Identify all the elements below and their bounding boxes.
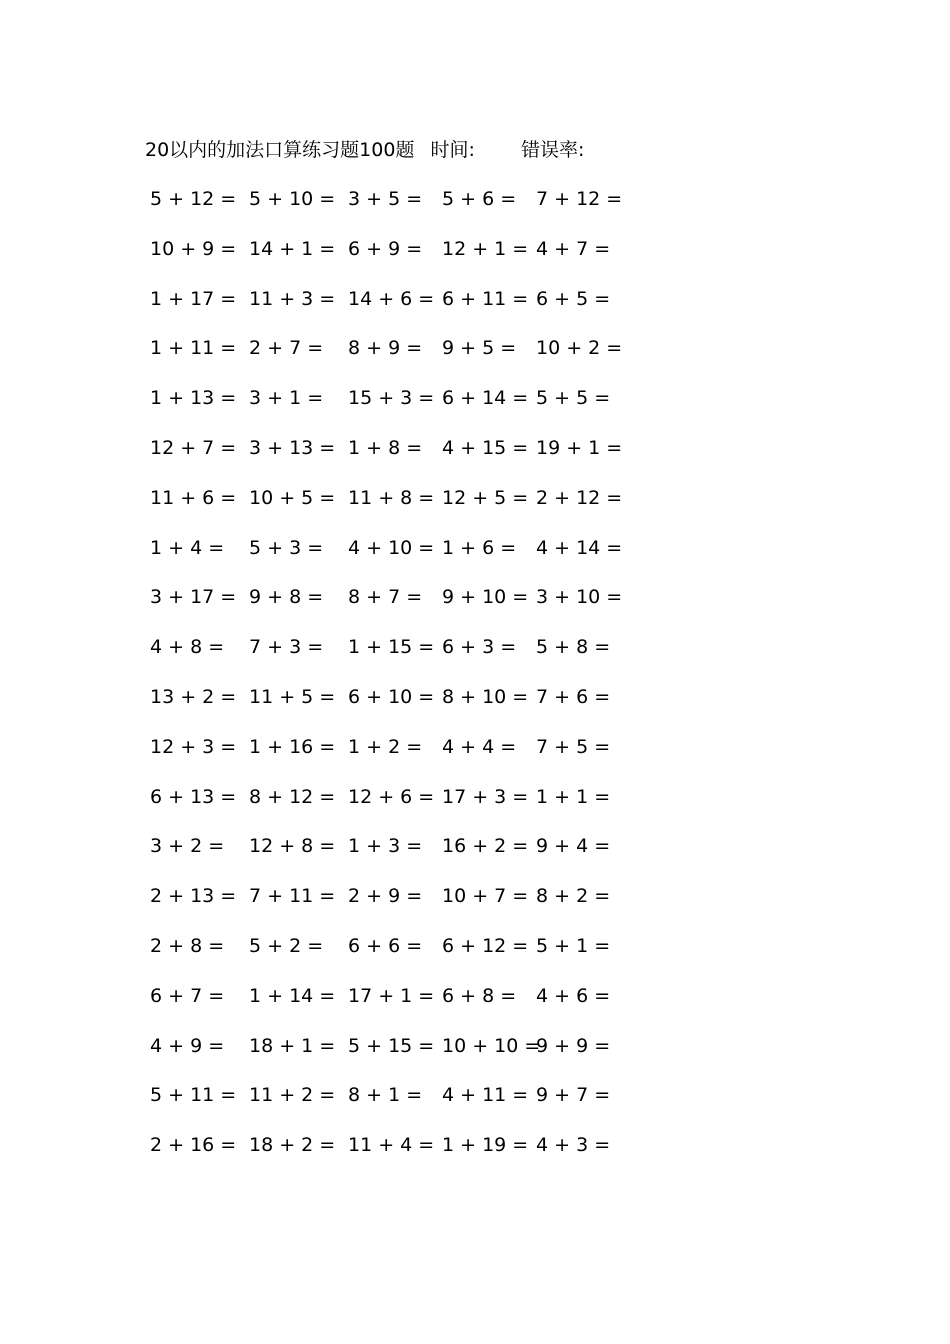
problem-item: 17 + 3 = xyxy=(442,785,529,808)
problem-row xyxy=(150,982,630,1032)
problem-item: 3 + 5 = xyxy=(348,188,423,210)
problem-item: 6 + 10 = xyxy=(348,685,435,708)
problem-item: 6 + 12 = xyxy=(442,934,529,957)
problem-item: 3 + 2 = xyxy=(150,835,225,858)
problem-item: 1 + 16 = xyxy=(249,735,336,758)
problem-item: 1 + 3 = xyxy=(348,835,423,858)
problem-item: 7 + 12 = xyxy=(536,188,623,210)
problem-item: 11 + 6 = xyxy=(150,486,237,509)
problem-item: 7 + 5 = xyxy=(536,735,611,758)
problem-row xyxy=(150,285,630,335)
problem-item: 10 + 5 = xyxy=(249,486,336,509)
problem-item: 4 + 7 = xyxy=(536,237,611,260)
problem-item: 1 + 13 = xyxy=(150,387,237,410)
problem-item: 6 + 5 = xyxy=(536,287,611,310)
problem-item: 1 + 1 = xyxy=(536,785,611,808)
problem-item: 10 + 7 = xyxy=(442,885,529,908)
problem-item: 2 + 13 = xyxy=(150,885,237,908)
problem-item: 4 + 8 = xyxy=(150,636,225,659)
problem-item: 4 + 3 = xyxy=(536,1134,611,1157)
problem-item: 8 + 12 = xyxy=(249,785,336,808)
problem-item: 5 + 5 = xyxy=(536,387,611,410)
problem-item: 5 + 12 = xyxy=(150,188,237,210)
problem-row xyxy=(150,434,630,484)
problem-item: 1 + 14 = xyxy=(249,984,336,1007)
problem-item: 13 + 2 = xyxy=(150,685,237,708)
problem-item: 1 + 4 = xyxy=(150,536,225,559)
problem-item: 6 + 11 = xyxy=(442,287,529,310)
problem-item: 8 + 2 = xyxy=(536,885,611,908)
problem-item: 11 + 2 = xyxy=(249,1084,336,1107)
problem-row xyxy=(150,583,630,633)
error-rate-label: 错误率: xyxy=(520,139,585,161)
problem-item: 1 + 11 = xyxy=(150,337,237,360)
problem-row xyxy=(150,882,630,932)
problem-item: 4 + 4 = xyxy=(442,735,517,758)
problem-item: 12 + 6 = xyxy=(348,785,435,808)
problem-row xyxy=(150,384,630,434)
problem-item: 3 + 1 = xyxy=(249,387,324,410)
problem-item: 3 + 17 = xyxy=(150,586,237,609)
problem-item: 11 + 3 = xyxy=(249,287,336,310)
problem-item: 9 + 10 = xyxy=(442,586,529,609)
problem-grid xyxy=(150,185,630,1181)
problem-item: 11 + 8 = xyxy=(348,486,435,509)
problem-item: 5 + 1 = xyxy=(536,934,611,957)
problem-item: 4 + 9 = xyxy=(150,1034,225,1057)
problem-row xyxy=(150,185,630,235)
problem-item: 6 + 6 = xyxy=(348,934,423,957)
problem-item: 5 + 10 = xyxy=(249,188,336,210)
problem-item: 8 + 9 = xyxy=(348,337,423,360)
problem-item: 2 + 12 = xyxy=(536,486,623,509)
problem-row xyxy=(150,832,630,882)
problem-item: 9 + 9 = xyxy=(536,1034,611,1057)
problem-item: 8 + 7 = xyxy=(348,586,423,609)
problem-item: 2 + 9 = xyxy=(348,885,423,908)
problem-item: 6 + 9 = xyxy=(348,237,423,260)
problem-item: 18 + 1 = xyxy=(249,1034,336,1057)
problem-item: 1 + 19 = xyxy=(442,1134,529,1157)
problem-item: 1 + 2 = xyxy=(348,735,423,758)
problem-item: 19 + 1 = xyxy=(536,436,623,459)
problem-item: 3 + 10 = xyxy=(536,586,623,609)
worksheet-title: 20以内的加法口算练习题100题 xyxy=(145,139,415,161)
problem-item: 8 + 1 = xyxy=(348,1084,423,1107)
problem-item: 1 + 15 = xyxy=(348,636,435,659)
problem-row xyxy=(150,783,630,833)
problem-item: 9 + 7 = xyxy=(536,1084,611,1107)
problem-item: 6 + 7 = xyxy=(150,984,225,1007)
problem-row xyxy=(150,733,630,783)
problem-row xyxy=(150,534,630,584)
problem-item: 4 + 11 = xyxy=(442,1084,529,1107)
problem-row xyxy=(150,1032,630,1082)
problem-item: 4 + 14 = xyxy=(536,536,623,559)
problem-item: 9 + 8 = xyxy=(249,586,324,609)
problem-item: 12 + 7 = xyxy=(150,436,237,459)
problem-item: 1 + 8 = xyxy=(348,436,423,459)
problem-item: 12 + 3 = xyxy=(150,735,237,758)
problem-row xyxy=(150,633,630,683)
problem-item: 6 + 3 = xyxy=(442,636,517,659)
problem-item: 11 + 4 = xyxy=(348,1134,435,1157)
problem-item: 3 + 13 = xyxy=(249,436,336,459)
problem-item: 5 + 2 = xyxy=(249,934,324,957)
problem-item: 7 + 6 = xyxy=(536,685,611,708)
problem-item: 10 + 2 = xyxy=(536,337,623,360)
problem-item: 2 + 7 = xyxy=(249,337,324,360)
problem-item: 5 + 15 = xyxy=(348,1034,435,1057)
problem-item: 12 + 8 = xyxy=(249,835,336,858)
problem-item: 5 + 3 = xyxy=(249,536,324,559)
problem-item: 5 + 8 = xyxy=(536,636,611,659)
problem-item: 2 + 16 = xyxy=(150,1134,237,1157)
problem-item: 8 + 10 = xyxy=(442,685,529,708)
problem-item: 6 + 14 = xyxy=(442,387,529,410)
problem-item: 7 + 11 = xyxy=(249,885,336,908)
problem-item: 1 + 17 = xyxy=(150,287,237,310)
problem-item: 7 + 3 = xyxy=(249,636,324,659)
problem-item: 16 + 2 = xyxy=(442,835,529,858)
problem-item: 6 + 13 = xyxy=(150,785,237,808)
problem-item: 14 + 1 = xyxy=(249,237,336,260)
problem-item: 12 + 5 = xyxy=(442,486,529,509)
time-label: 时间: xyxy=(430,139,475,161)
problem-item: 17 + 1 = xyxy=(348,984,435,1007)
problem-row xyxy=(150,235,630,285)
problem-item: 4 + 10 = xyxy=(348,536,435,559)
problem-item: 11 + 5 = xyxy=(249,685,336,708)
problem-item: 10 + 9 = xyxy=(150,237,237,260)
problem-item: 6 + 8 = xyxy=(442,984,517,1007)
problem-item: 4 + 6 = xyxy=(536,984,611,1007)
problem-row xyxy=(150,683,630,733)
problem-item: 5 + 6 = xyxy=(442,188,517,210)
problem-item: 10 + 10 = xyxy=(442,1034,541,1057)
problem-item: 4 + 15 = xyxy=(442,436,529,459)
problem-item: 9 + 5 = xyxy=(442,337,517,360)
problem-item: 12 + 1 = xyxy=(442,237,529,260)
problem-row xyxy=(150,1131,630,1181)
problem-item: 14 + 6 = xyxy=(348,287,435,310)
problem-item: 1 + 6 = xyxy=(442,536,517,559)
problem-item: 9 + 4 = xyxy=(536,835,611,858)
problem-item: 2 + 8 = xyxy=(150,934,225,957)
problem-row xyxy=(150,1081,630,1131)
problem-row xyxy=(150,932,630,982)
problem-row xyxy=(150,484,630,534)
problem-row xyxy=(150,334,630,384)
problem-item: 5 + 11 = xyxy=(150,1084,237,1107)
worksheet-header xyxy=(145,137,584,163)
problem-item: 15 + 3 = xyxy=(348,387,435,410)
problem-item: 18 + 2 = xyxy=(249,1134,336,1157)
